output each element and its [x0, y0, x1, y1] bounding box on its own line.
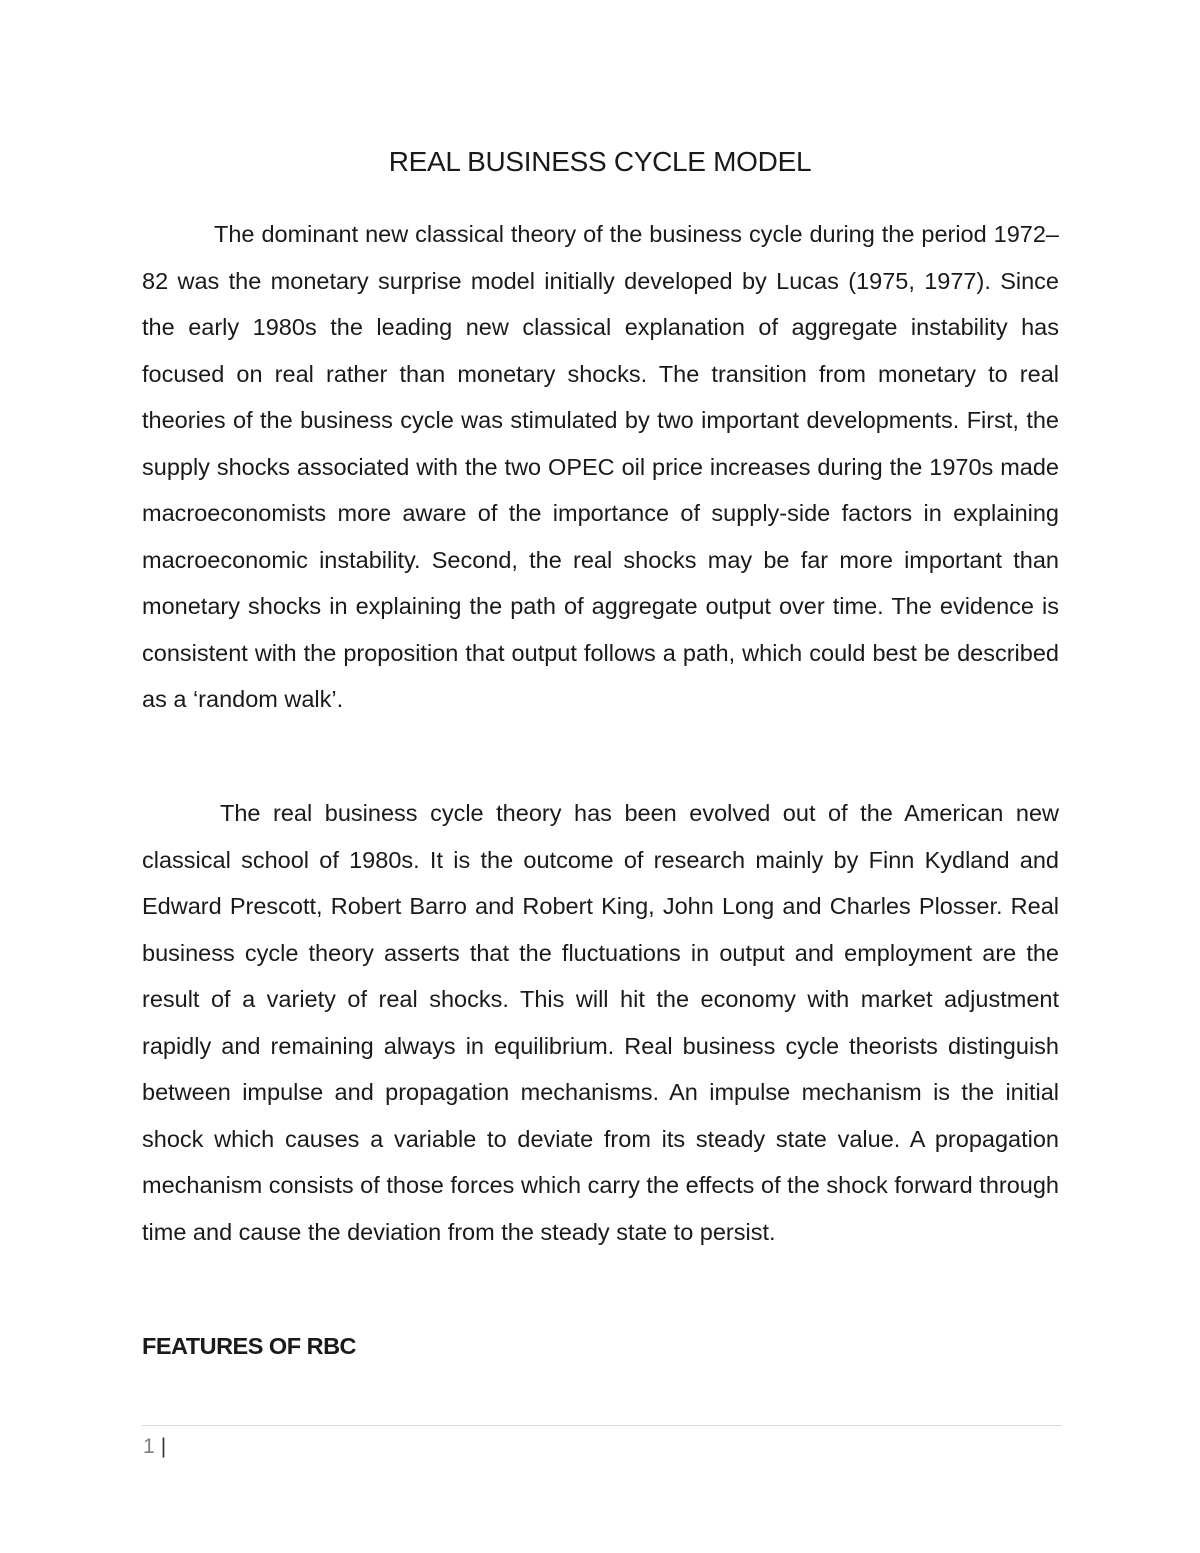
page-number: 1: [143, 1435, 155, 1458]
body-paragraph-2: The real business cycle theory has been evolved out of the American new classical school of 1980s. It is the outcome of research mainly by Finn Kydland and Edward Prescott, Robert Barro and Robert King, John Long and Charles Plosser. Real business cycle theory asserts that the fluctuations in output and employment are the result of a variety of real shocks. This will hit the economy with market adjustment rapidly and remaining always in equilibrium. Real business cycle theorists distinguish between impulse and propagation mechanisms. An impulse mechanism is the initial shock which causes a variable to deviate from its steady state value. A propagation mechanism consists of those forces which carry the effects of the shock forward through time and cause the deviation from the steady state to persist.: [142, 800, 1059, 1245]
page-number-separator: |: [160, 1435, 167, 1458]
footer-divider: [142, 1425, 1062, 1426]
document-title: REAL BUSINESS CYCLE MODEL: [388, 146, 812, 177]
section-heading: FEATURES OF RBC: [142, 1333, 357, 1359]
body-paragraph-1: The dominant new classical theory of the business cycle during the period 1972–82 was the monetary surprise model initially developed by Lucas (1975, 1977). Since the early 1980s the leading new classical explanation of aggregate instability has focused on real rather than monetary shocks. The transition from monetary to real theories of the business cycle was stimulated by two important developments. First, the supply shocks associated with the two OPEC oil price increases during the 1970s made macroeconomists more aware of the importance of supply-side factors in explaining macroeconomic instability. Second, the real shocks may be far more important than monetary shocks in explaining the path of aggregate output over time. The evidence is consistent with the proposition that output follows a path, which could best be described as a ‘random walk’.: [142, 221, 1059, 712]
page-footer: [143, 1433, 166, 1461]
